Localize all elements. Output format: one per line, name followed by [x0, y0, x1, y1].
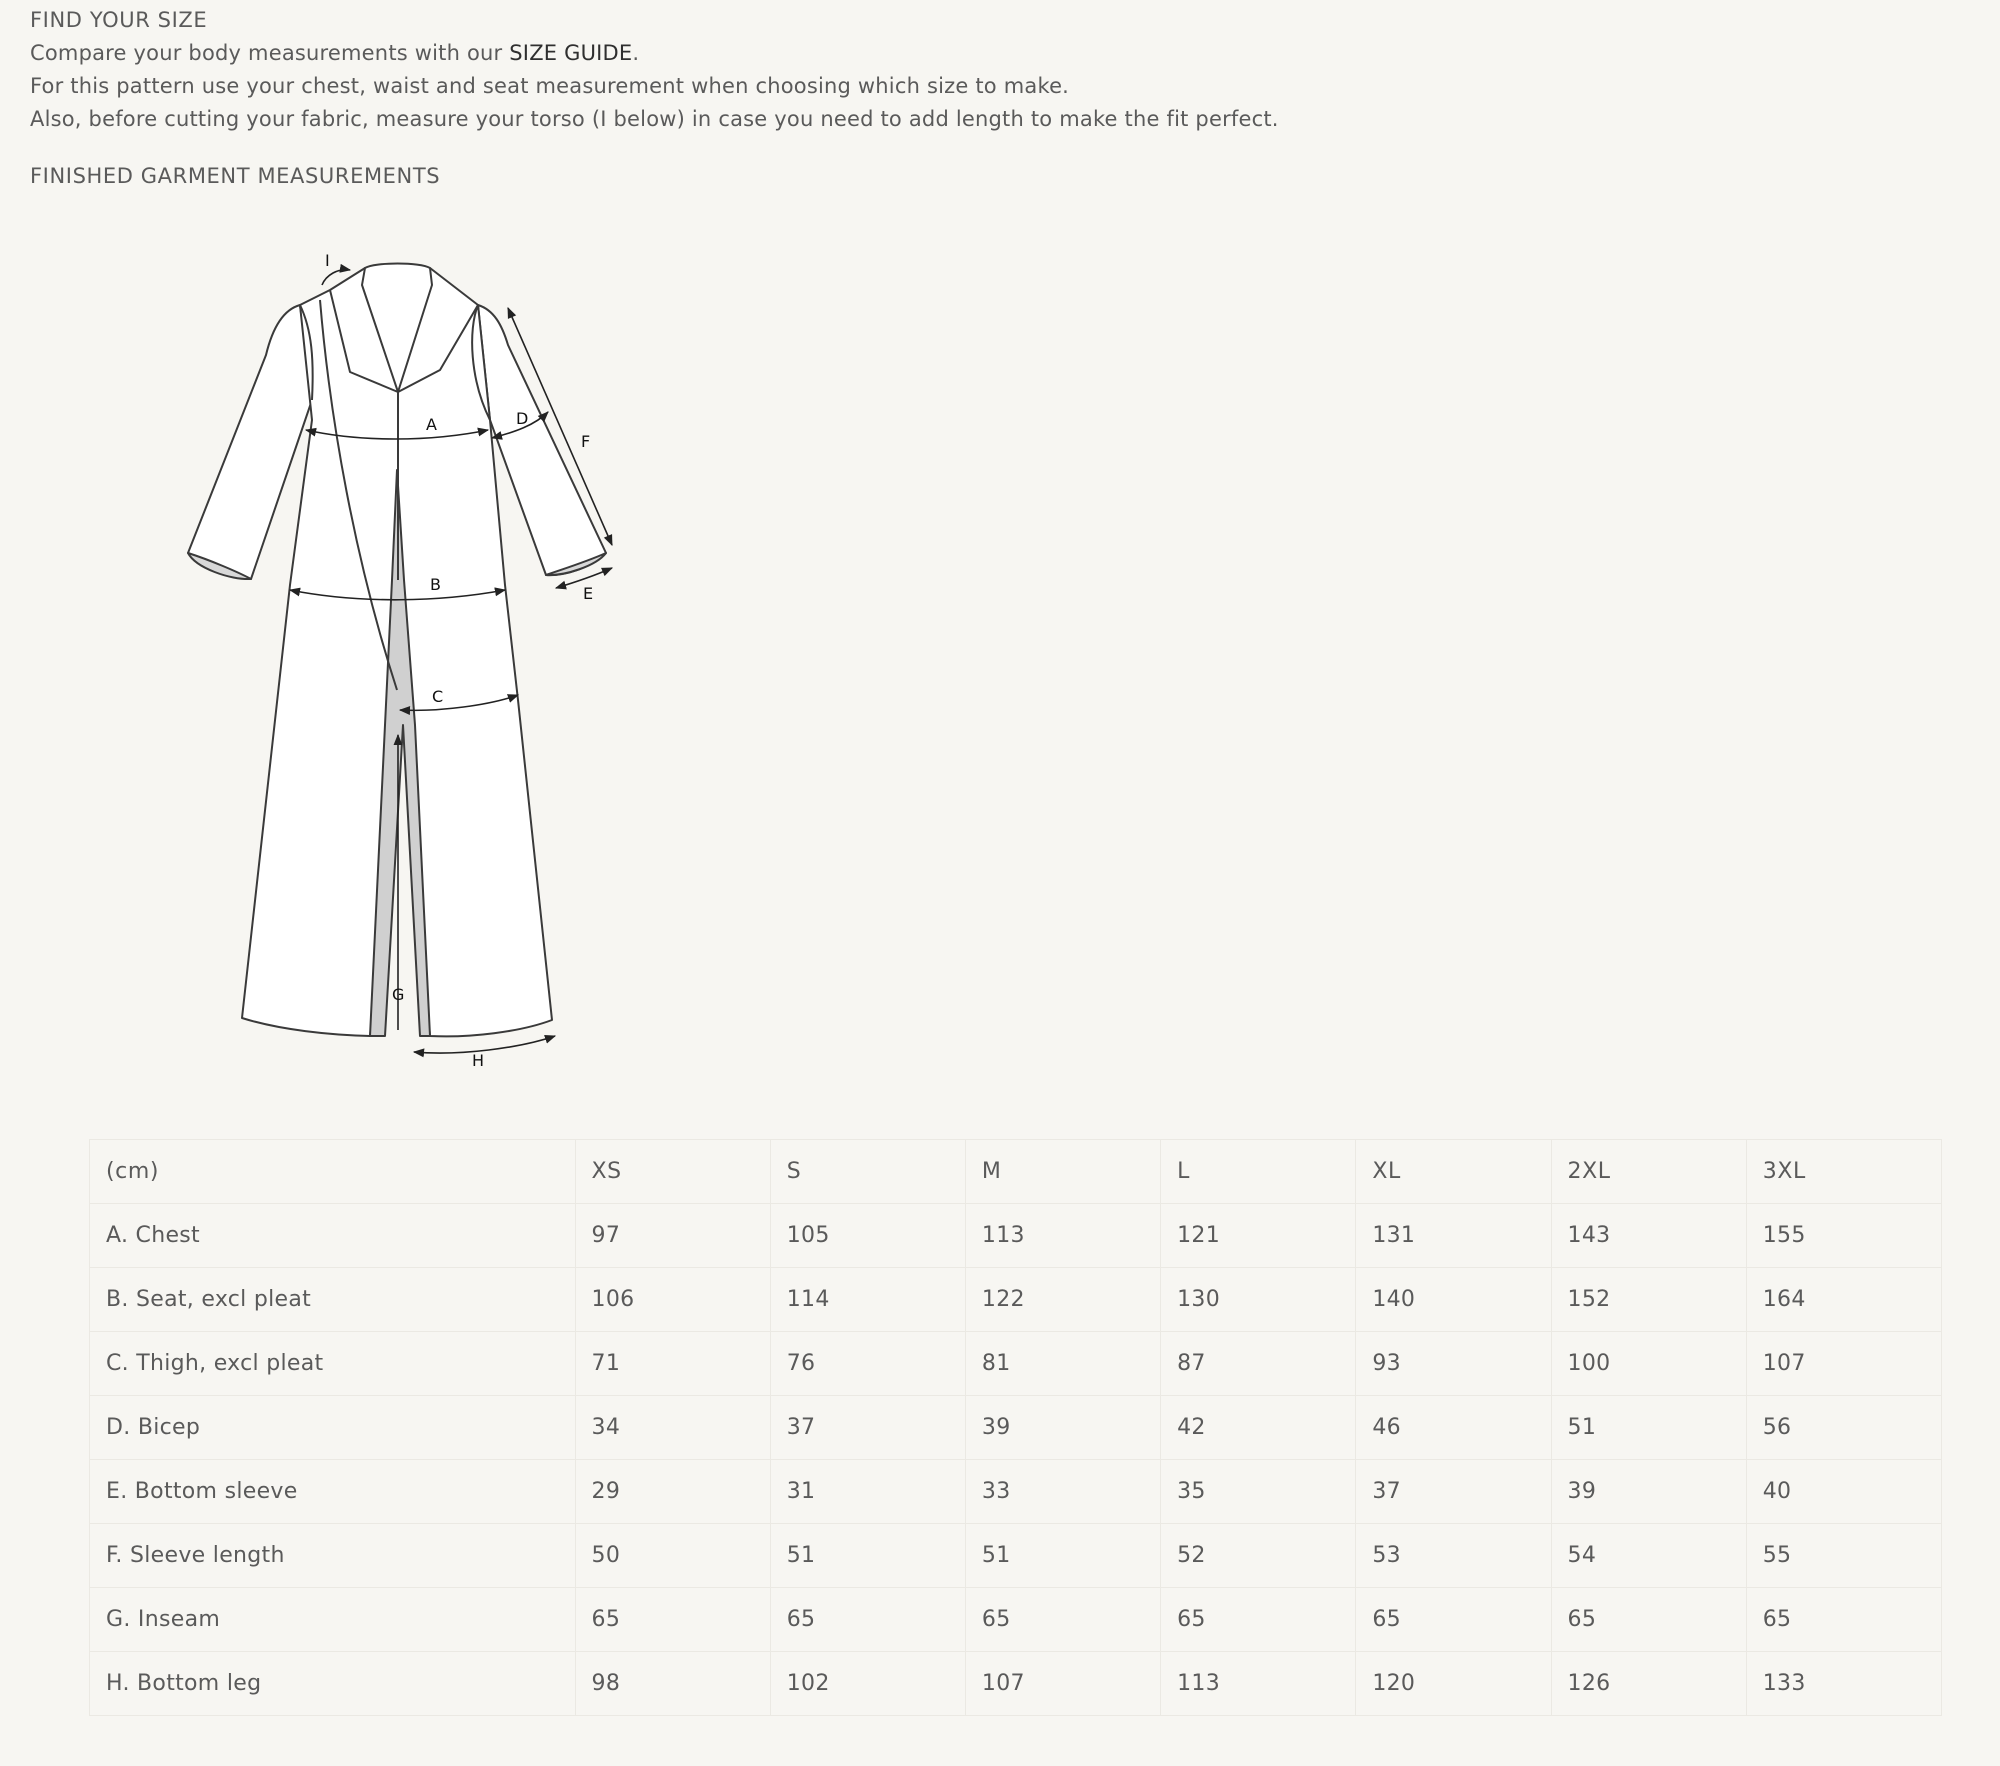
- measurement-value: 155: [1746, 1204, 1941, 1268]
- measurement-value: 39: [965, 1396, 1160, 1460]
- label-b: B: [430, 575, 441, 594]
- measurement-value: 65: [575, 1588, 770, 1652]
- measurement-value: 40: [1746, 1460, 1941, 1524]
- size-header: S: [770, 1140, 965, 1204]
- measurement-value: 37: [770, 1396, 965, 1460]
- compare-prefix: Compare your body measurements with our: [30, 41, 510, 65]
- measurement-value: 107: [965, 1652, 1160, 1716]
- measurement-value: 76: [770, 1332, 965, 1396]
- measurement-value: 35: [1161, 1460, 1356, 1524]
- label-e: E: [583, 584, 594, 603]
- measurement-value: 33: [965, 1460, 1160, 1524]
- measurement-value: 52: [1161, 1524, 1356, 1588]
- size-guide-link[interactable]: SIZE GUIDE: [509, 41, 633, 65]
- label-c: C: [432, 687, 444, 706]
- measurement-label: E. Bottom sleeve: [90, 1460, 576, 1524]
- size-header: L: [1161, 1140, 1356, 1204]
- measurement-value: 102: [770, 1652, 965, 1716]
- measurement-label: F. Sleeve length: [90, 1524, 576, 1588]
- measurement-value: 51: [770, 1524, 965, 1588]
- left-sleeve: [188, 305, 312, 579]
- finished-garment-heading: FINISHED GARMENT MEASUREMENTS: [30, 164, 441, 188]
- measurement-value: 131: [1356, 1204, 1551, 1268]
- pattern-note: For this pattern use your chest, waist and seat measurement when choosing which size to make.: [30, 74, 1070, 98]
- measurement-value: 81: [965, 1332, 1160, 1396]
- measurement-value: 56: [1746, 1396, 1941, 1460]
- measurement-value: 65: [1356, 1588, 1551, 1652]
- compare-line: [30, 37, 1930, 70]
- measurement-label: H. Bottom leg: [90, 1652, 576, 1716]
- measurement-value: 122: [965, 1268, 1160, 1332]
- measurement-value: 106: [575, 1268, 770, 1332]
- measurement-value: 126: [1551, 1652, 1746, 1716]
- find-your-size-heading: FIND YOUR SIZE: [30, 8, 208, 32]
- table-header-row: [90, 1140, 1942, 1204]
- label-g: G: [392, 985, 405, 1004]
- measurement-value: 42: [1161, 1396, 1356, 1460]
- measurement-value: 98: [575, 1652, 770, 1716]
- table-row: [90, 1332, 1942, 1396]
- measurement-value: 34: [575, 1396, 770, 1460]
- table-row: [90, 1460, 1942, 1524]
- table-row: [90, 1204, 1942, 1268]
- unit-header: (cm): [90, 1140, 576, 1204]
- measurement-value: 113: [1161, 1652, 1356, 1716]
- measurement-value: 53: [1356, 1524, 1551, 1588]
- measurement-value: 51: [1551, 1396, 1746, 1460]
- label-i: I: [325, 251, 330, 270]
- measurement-value: 37: [1356, 1460, 1551, 1524]
- measurement-value: 143: [1551, 1204, 1746, 1268]
- measure-h-line: [414, 1036, 555, 1053]
- measurement-value: 31: [770, 1460, 965, 1524]
- table-row: [90, 1396, 1942, 1460]
- measurement-value: 55: [1746, 1524, 1941, 1588]
- size-header: M: [965, 1140, 1160, 1204]
- table-row: [90, 1268, 1942, 1332]
- measurement-value: 71: [575, 1332, 770, 1396]
- measurement-value: 152: [1551, 1268, 1746, 1332]
- measurement-value: 54: [1551, 1524, 1746, 1588]
- torso-note: Also, before cutting your fabric, measure your torso (I below) in case you need to add length to make the fit perfect.: [30, 107, 1279, 131]
- table-row: [90, 1588, 1942, 1652]
- label-d: D: [516, 409, 529, 428]
- measurement-value: 50: [575, 1524, 770, 1588]
- measurement-value: 105: [770, 1204, 965, 1268]
- size-header: XL: [1356, 1140, 1551, 1204]
- measurement-value: 51: [965, 1524, 1160, 1588]
- measurement-value: 140: [1356, 1268, 1551, 1332]
- measurement-value: 65: [1161, 1588, 1356, 1652]
- size-header: 2XL: [1551, 1140, 1746, 1204]
- measurement-value: 130: [1161, 1268, 1356, 1332]
- measurement-value: 164: [1746, 1268, 1941, 1332]
- measurement-value: 87: [1161, 1332, 1356, 1396]
- measurement-label: A. Chest: [90, 1204, 576, 1268]
- measurement-value: 46: [1356, 1396, 1551, 1460]
- measurement-value: 120: [1356, 1652, 1551, 1716]
- measurement-value: 93: [1356, 1332, 1551, 1396]
- size-header: 3XL: [1746, 1140, 1941, 1204]
- measurement-value: 107: [1746, 1332, 1941, 1396]
- size-header: XS: [575, 1140, 770, 1204]
- measurement-label: G. Inseam: [90, 1588, 576, 1652]
- measurement-value: 65: [965, 1588, 1160, 1652]
- table-row: [90, 1652, 1942, 1716]
- label-a: A: [426, 415, 437, 434]
- intro-section: [30, 4, 1930, 136]
- measurement-label: B. Seat, excl pleat: [90, 1268, 576, 1332]
- measurement-value: 65: [770, 1588, 965, 1652]
- measurement-value: 65: [1746, 1588, 1941, 1652]
- garment-diagram: [160, 230, 660, 1090]
- measurement-value: 97: [575, 1204, 770, 1268]
- measurement-value: 133: [1746, 1652, 1941, 1716]
- measurement-value: 100: [1551, 1332, 1746, 1396]
- measurement-value: 65: [1551, 1588, 1746, 1652]
- measurement-value: 121: [1161, 1204, 1356, 1268]
- measurement-value: 113: [965, 1204, 1160, 1268]
- size-chart-table: [89, 1139, 1942, 1716]
- label-h: H: [472, 1051, 485, 1070]
- label-f: F: [581, 432, 591, 451]
- measurement-value: 39: [1551, 1460, 1746, 1524]
- measurement-label: D. Bicep: [90, 1396, 576, 1460]
- measurement-label: C. Thigh, excl pleat: [90, 1332, 576, 1396]
- compare-suffix: .: [632, 41, 640, 65]
- measurement-value: 114: [770, 1268, 965, 1332]
- table-row: [90, 1524, 1942, 1588]
- measurement-value: 29: [575, 1460, 770, 1524]
- jumpsuit-technical-drawing: [160, 230, 660, 1090]
